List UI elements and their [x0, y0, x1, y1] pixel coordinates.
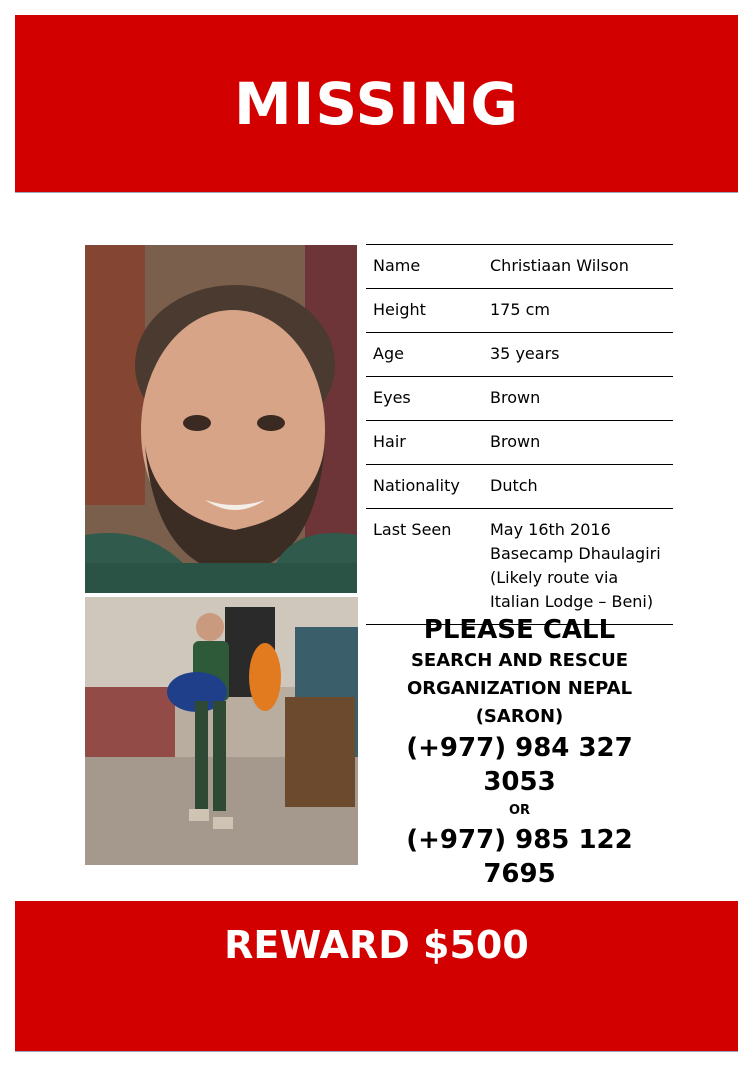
full-body-illustration [85, 597, 358, 865]
detail-value-line: Basecamp Dhaulagiri [490, 544, 661, 563]
detail-value [483, 509, 673, 625]
detail-value [483, 465, 673, 509]
missing-banner [15, 15, 738, 192]
detail-label: Eyes [373, 388, 411, 407]
detail-value-line: Christiaan Wilson [490, 256, 629, 275]
please-call: PLEASE CALL [423, 615, 616, 645]
detail-row [366, 377, 673, 421]
detail-value [483, 333, 673, 377]
detail-value-line: Brown [490, 432, 541, 451]
detail-row [366, 509, 673, 625]
detail-value [483, 245, 673, 289]
contact-block [366, 613, 673, 891]
reward-text: REWARD $500 [224, 923, 529, 967]
details-table [366, 244, 673, 625]
detail-row [366, 421, 673, 465]
missing-title: MISSING [234, 69, 519, 138]
detail-label: Hair [373, 432, 406, 451]
detail-row [366, 289, 673, 333]
org-line-2: ORGANIZATION NEPAL [406, 678, 633, 699]
detail-value [483, 289, 673, 333]
detail-label: Last Seen [373, 520, 452, 539]
portrait-photo [85, 245, 357, 593]
detail-value-line: May 16th 2016 [490, 520, 611, 539]
detail-value [483, 421, 673, 465]
detail-row [366, 333, 673, 377]
detail-value-line: 35 years [490, 344, 560, 363]
detail-value-line: 175 cm [490, 300, 551, 319]
detail-label: Name [373, 256, 421, 275]
detail-value-line: Dutch [490, 476, 538, 495]
org-line-1: SEARCH AND RESCUE [410, 650, 629, 671]
detail-value-line: (Likely route via [490, 568, 619, 587]
detail-label: Height [373, 300, 426, 319]
full-body-photo [85, 597, 358, 865]
reward-banner [15, 901, 738, 1051]
detail-value [483, 377, 673, 421]
detail-label: Age [373, 344, 404, 363]
phone-number-1[interactable]: (+977) 984 327 3053 [406, 733, 633, 797]
detail-value-line: Italian Lodge – Beni) [490, 592, 654, 611]
detail-row [366, 465, 673, 509]
detail-row [366, 245, 673, 289]
org-line-3: (SARON) [475, 706, 564, 727]
phone-number-2[interactable]: (+977) 985 122 7695 [406, 825, 633, 889]
or-separator: OR [508, 803, 531, 818]
portrait-illustration [85, 245, 357, 593]
detail-value-line: Brown [490, 388, 541, 407]
detail-label: Nationality [373, 476, 460, 495]
